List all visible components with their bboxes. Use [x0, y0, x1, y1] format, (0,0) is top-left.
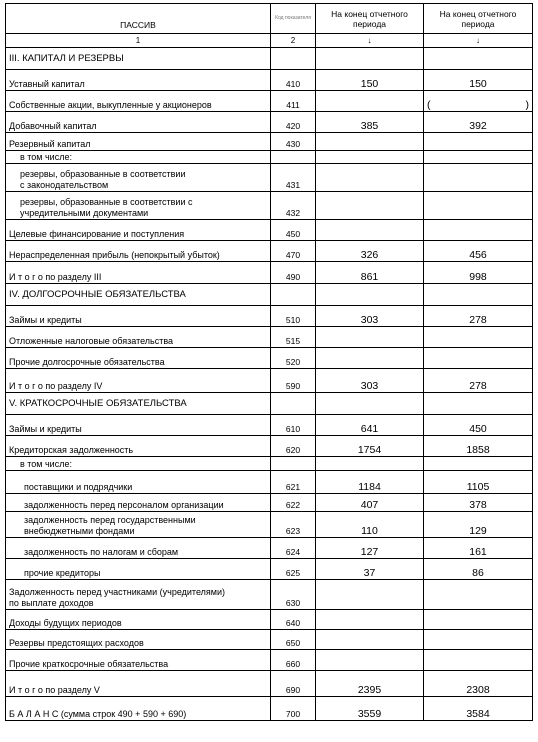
value-start: 110: [316, 512, 424, 538]
section-title: IV. ДОЛГОСРОЧНЫЕ ОБЯЗАТЕЛЬСТВА: [6, 284, 271, 306]
section-row: [6, 48, 533, 70]
row-label: Займы и кредиты: [6, 415, 271, 436]
table-row: [6, 262, 533, 284]
colnum-3: ↓: [316, 34, 424, 48]
value-end: 456: [424, 241, 533, 262]
row-label: И т о г о по разделу V: [6, 671, 271, 697]
open-paren: (: [427, 99, 431, 111]
row-code: 650: [271, 630, 316, 650]
header-end-period: На конец отчетного периода: [424, 4, 533, 34]
value-start: 150: [316, 70, 424, 91]
row-code: 620: [271, 436, 316, 457]
row-code: 625: [271, 559, 316, 580]
table-row: [6, 512, 533, 538]
value-end: [424, 91, 533, 112]
row-label: задолженность по налогам и сборам: [6, 538, 271, 559]
value-start: 326: [316, 241, 424, 262]
value-end: 161: [424, 538, 533, 559]
table-row: [6, 559, 533, 580]
row-code: 690: [271, 671, 316, 697]
table-row: [6, 241, 533, 262]
row-code: 515: [271, 327, 316, 348]
row-label: поставщики и подрядчики: [6, 471, 271, 494]
row-label: Прочие долгосрочные обязательства: [6, 348, 271, 369]
row-code: 640: [271, 610, 316, 630]
value-start: 127: [316, 538, 424, 559]
value-end: 278: [424, 306, 533, 327]
value-end: 278: [424, 369, 533, 393]
value-start: 303: [316, 369, 424, 393]
value-start: 1184: [316, 471, 424, 494]
row-code: 510: [271, 306, 316, 327]
table-row: [6, 348, 533, 369]
value-start: 37: [316, 559, 424, 580]
column-number-row: [6, 34, 533, 48]
table-row: [6, 580, 533, 610]
row-code: 431: [271, 164, 316, 192]
row-code: 660: [271, 650, 316, 671]
colnum-4: ↓: [424, 34, 533, 48]
row-code: 520: [271, 348, 316, 369]
table-row: [6, 415, 533, 436]
balance-liabilities-table: [5, 3, 533, 721]
value-start: 407: [316, 494, 424, 512]
section-row: [6, 393, 533, 415]
row-label: Добавочный капитал: [6, 112, 271, 133]
row-label: Займы и кредиты: [6, 306, 271, 327]
table-row: [6, 133, 533, 151]
row-label: Резервы предстоящих расходов: [6, 630, 271, 650]
table-row: [6, 436, 533, 457]
row-label: Задолженность перед участниками (учредителями) по выплате доходов: [6, 580, 271, 610]
row-label: Б А Л А Н С (сумма строк 490 + 590 + 690): [6, 697, 271, 721]
row-code: 610: [271, 415, 316, 436]
value-start: 1754: [316, 436, 424, 457]
table-row: [6, 151, 533, 164]
table-row: [6, 164, 533, 192]
row-label: в том числе:: [6, 457, 271, 471]
row-label: Отложенные налоговые обязательства: [6, 327, 271, 348]
row-code: 410: [271, 70, 316, 91]
row-label: резервы, образованные в соответствии с законодательством: [6, 164, 271, 192]
row-code: 590: [271, 369, 316, 393]
section-row: [6, 284, 533, 306]
colnum-1: 1: [6, 34, 271, 48]
value-end: 392: [424, 112, 533, 133]
table-row: [6, 610, 533, 630]
header-code: Код показателя: [271, 4, 316, 34]
value-start: 641: [316, 415, 424, 436]
table-row: [6, 220, 533, 241]
value-end: 3584: [424, 697, 533, 721]
row-label: Целевые финансирование и поступления: [6, 220, 271, 241]
row-code: 420: [271, 112, 316, 133]
table-row: [6, 306, 533, 327]
row-code: 630: [271, 580, 316, 610]
table-row: [6, 70, 533, 91]
table-row: [6, 457, 533, 471]
value-end: 1858: [424, 436, 533, 457]
colnum-2: 2: [271, 34, 316, 48]
table-row: [6, 494, 533, 512]
value-end: 150: [424, 70, 533, 91]
row-code: 490: [271, 262, 316, 284]
value-start: 385: [316, 112, 424, 133]
table-header-row: [6, 4, 533, 34]
value-end: 86: [424, 559, 533, 580]
row-code: 411: [271, 91, 316, 112]
row-label: И т о г о по разделу IV: [6, 369, 271, 393]
value-end: 998: [424, 262, 533, 284]
row-label: Доходы будущих периодов: [6, 610, 271, 630]
section-title: V. КРАТКОСРОЧНЫЕ ОБЯЗАТЕЛЬСТВА: [6, 393, 271, 415]
section-title: III. КАПИТАЛ И РЕЗЕРВЫ: [6, 48, 271, 70]
table-row: [6, 192, 533, 220]
value-end: 1105: [424, 471, 533, 494]
value-start: 3559: [316, 697, 424, 721]
value-end: 129: [424, 512, 533, 538]
value-start: 861: [316, 262, 424, 284]
value-start: 303: [316, 306, 424, 327]
table-row: [6, 650, 533, 671]
table-row: [6, 91, 533, 112]
table-row: [6, 538, 533, 559]
row-label: Нераспределенная прибыль (непокрытый убыток): [6, 241, 271, 262]
row-label: Собственные акции, выкупленные у акционеров: [6, 91, 271, 112]
row-code: 470: [271, 241, 316, 262]
row-code: 430: [271, 133, 316, 151]
value-end: 378: [424, 494, 533, 512]
row-label: задолженность перед персоналом организации: [6, 494, 271, 512]
value-start: 2395: [316, 671, 424, 697]
table-row: [6, 471, 533, 494]
table-row: [6, 671, 533, 697]
table-row: [6, 112, 533, 133]
header-start-period: На конец отчетного периода: [316, 4, 424, 34]
row-label: прочие кредиторы: [6, 559, 271, 580]
row-label: И т о г о по разделу III: [6, 262, 271, 284]
row-code: 700: [271, 697, 316, 721]
row-label: задолженность перед государственными внебюджетными фондами: [6, 512, 271, 538]
row-code: 621: [271, 471, 316, 494]
table-row: [6, 369, 533, 393]
row-code: 624: [271, 538, 316, 559]
row-label: резервы, образованные в соответствии с учредительными документами: [6, 192, 271, 220]
row-label: Прочие краткосрочные обязательства: [6, 650, 271, 671]
row-code: 450: [271, 220, 316, 241]
value-end: 2308: [424, 671, 533, 697]
row-label: Кредиторская задолженность: [6, 436, 271, 457]
header-passiv: ПАССИВ: [6, 4, 271, 34]
value-end: 450: [424, 415, 533, 436]
close-paren: ): [525, 99, 529, 111]
row-label: Резервный капитал: [6, 133, 271, 151]
balance-total-row: [6, 697, 533, 721]
row-label: Уставный капитал: [6, 70, 271, 91]
row-code: 623: [271, 512, 316, 538]
row-label: в том числе:: [6, 151, 271, 164]
table-row: [6, 327, 533, 348]
row-code: 432: [271, 192, 316, 220]
row-code: 622: [271, 494, 316, 512]
table-row: [6, 630, 533, 650]
